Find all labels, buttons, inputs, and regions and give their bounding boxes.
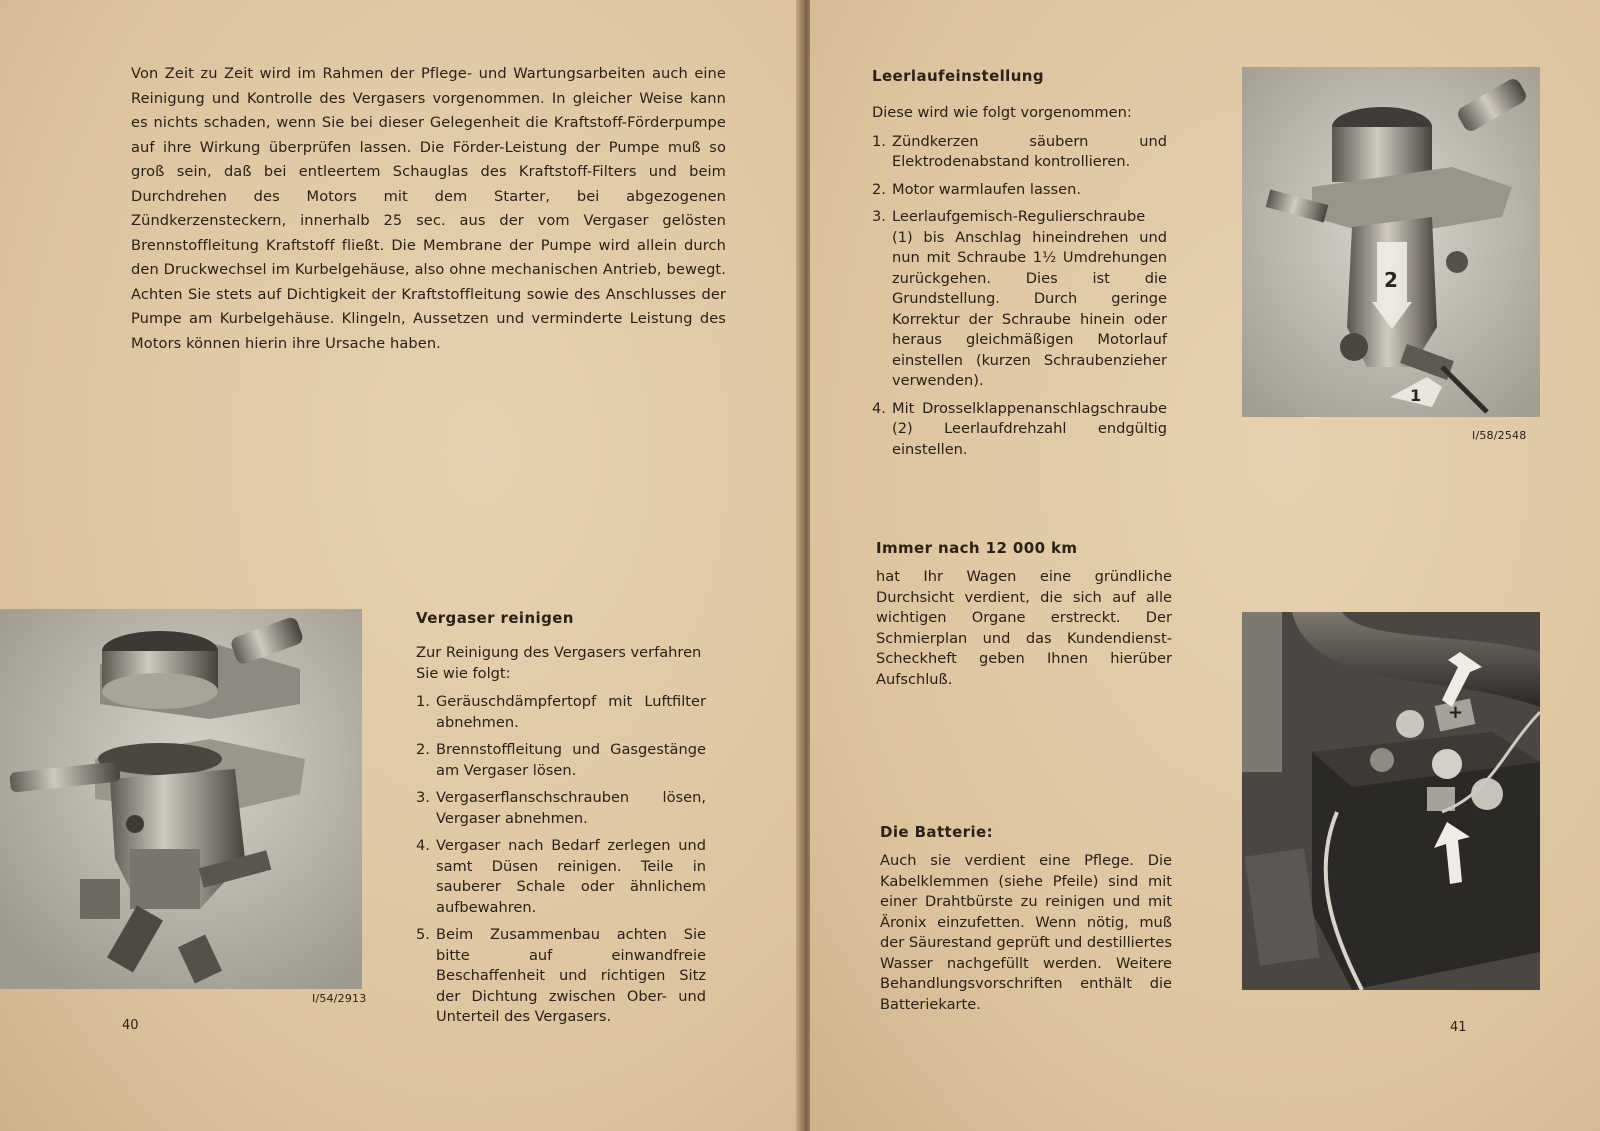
intro-paragraph: Von Zeit zu Zeit wird im Rahmen der Pflege- und Wartungsarbeiten auch eine Reinigung und Kontrolle des Vergasers vorgenommen. In gleicher Weise kann es nichts schaden, wenn Sie bei dieser Gelegenheit die Kraftstoff-Förderpumpe auf ihre Wirkung überprüfen lassen. Die Förder-Leistung der Pumpe muß so groß sein, daß bei entleertem Schauglas des Kraftstoff-Filters und beim Durchdrehen des Motors mit dem Starter, bei abgezogenen Zündkerzensteckern, innerhalb 25 sec. aus der vom Vergaser gelösten Brennstoffleitung Kraftstoff fließt. Die Membrane der Pumpe wird allein durch den Druckwechsel im Kurbelgehäuse, also ohne mechanischen Antrieb, bewegt. Achten Sie stets auf Dichtigkeit der Kraftstoffleitung sowie des Anschlusses der Pumpe am Kurbelgehäuse. Klingeln, Aussetzen und verminderte Leistung des Motors können hierin ihre Ursache haben. <box>131 65 726 352</box>
list-item: 1. Geräuschdämpfertopf mit Luftfilter abnehmen. <box>416 693 706 731</box>
right-page <box>810 0 1600 1131</box>
service-section <box>876 539 1172 690</box>
carburetor-photo-caption: I/54/2913 <box>312 992 367 1005</box>
idle-adjustment-photo <box>1242 67 1540 417</box>
list-item: 4. Mit Drosselklappenanschlagschraube (2) Leerlaufdrehzahl endgültig einstellen. <box>872 399 1167 458</box>
battery-illustration <box>1242 612 1540 990</box>
photo-label-1: 1 <box>1410 386 1422 405</box>
idle-adjustment-steps <box>872 132 1167 461</box>
battery-photo <box>1242 612 1540 990</box>
battery-heading: Die Batterie: <box>880 823 993 841</box>
carburetor-photo <box>0 609 362 989</box>
carburetor-illustration <box>0 609 362 989</box>
carburetor-adjustment-illustration <box>1242 67 1540 417</box>
clean-carburetor-steps <box>416 692 706 1028</box>
list-item: 4. Vergaser nach Bedarf zerlegen und samt Düsen reinigen. Teile in sauberer Schale oder ähnlichem aufbewahren. <box>416 837 706 916</box>
clean-carburetor-heading: Vergaser reinigen <box>416 609 574 627</box>
battery-section <box>880 823 1172 1015</box>
clean-carburetor-section <box>416 609 706 1035</box>
list-item: 3. Leerlaufgemisch-Regulierschraube (1) bis Anschlag hineindrehen und nun mit Schraube 1½ Umdrehungen zurückgehen. Dies ist die Grundstellung. Durch geringe Korrektur der Schraube hinein oder heraus gleichmäßigen Motorlauf einstellen (kurzen Schraubenzieher verwenden). <box>872 208 1167 389</box>
plus-terminal-label: + <box>1448 702 1464 723</box>
idle-adjustment-section <box>872 67 1167 467</box>
idle-photo-caption: I/58/2548 <box>1472 429 1527 442</box>
list-item: 5. Beim Zusammenbau achten Sie bitte auf einwandfreie Beschaffenheit und richtigen Sitz der Dichtung zwischen Ober- und Unterteil des Vergasers. <box>416 926 706 1025</box>
idle-adjustment-heading: Leerlaufeinstellung <box>872 67 1045 85</box>
list-item: 2. Motor warmlaufen lassen. <box>872 180 1081 198</box>
page-number-left: 40 <box>122 1018 139 1033</box>
list-item: 1. Zündkerzen säubern und Elektrodenabstand kontrollieren. <box>872 132 1167 170</box>
service-heading: Immer nach 12 000 km <box>876 539 1078 557</box>
list-item: 3. Vergaserflanschschrauben lösen, Vergaser abnehmen. <box>416 789 706 827</box>
page-number-right: 41 <box>1450 1020 1467 1035</box>
list-item: 2. Brennstoffleitung und Gasgestänge am Vergaser lösen. <box>416 741 706 779</box>
service-text: hat Ihr Wagen eine gründliche Durchsicht verdient, die sich auf alle wichtigen Organe erstreckt. Der Schmierplan und das Kundendienst-Scheckheft geben Ihnen hierüber Aufschluß. <box>876 568 1172 688</box>
idle-adjustment-intro: Diese wird wie folgt vorgenommen: <box>872 104 1132 121</box>
photo-label-2: 2 <box>1384 268 1398 292</box>
battery-text: Auch sie verdient eine Pflege. Die Kabelklemmen (siehe Pfeile) sind mit einer Drahtbürste zu reinigen und mit Äronix einzufetten. Wenn nötig, muß der Säurestand geprüft und destilliertes Wasser nachgefüllt werden. Weitere Behandlungsvorschriften enthält die Batteriekarte. <box>880 852 1172 1013</box>
clean-carburetor-intro: Zur Reinigung des Vergasers verfahren Sie wie folgt: <box>416 644 702 682</box>
